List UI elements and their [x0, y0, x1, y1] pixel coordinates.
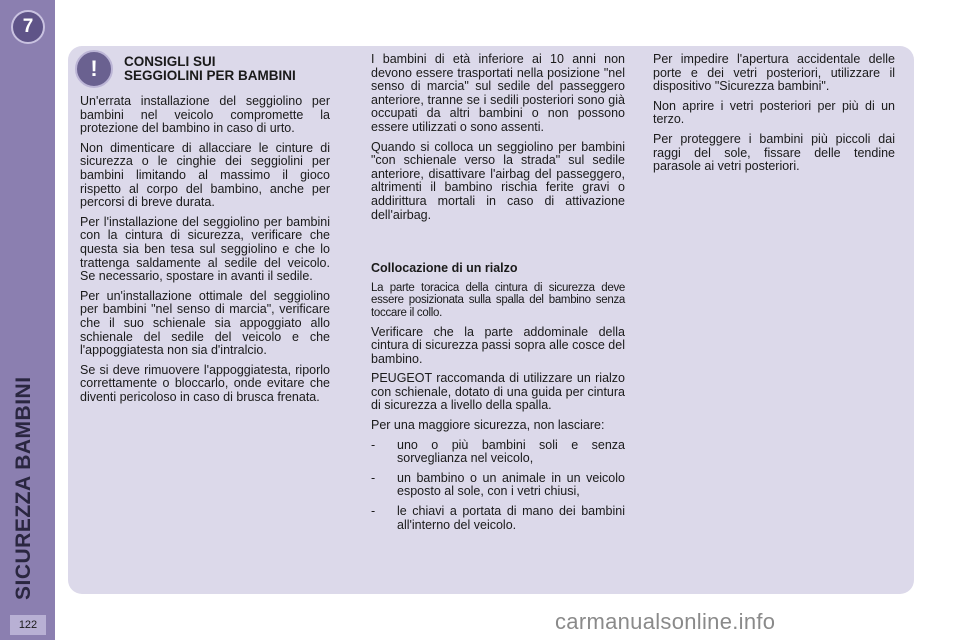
- paragraph: Un'errata installazione del seggiolino per bambini nel veicolo compromette la protezione del bambino in caso di urto.: [80, 94, 330, 136]
- list-item: - uno o più bambini soli e senza sorveglianza nel veicolo,: [371, 437, 625, 466]
- column-1: [80, 95, 330, 410]
- page-number: 122: [10, 615, 46, 635]
- paragraph: Per un'installazione ottimale del seggiolino per bambini "nel senso di marcia", verificare che il suo schienale sia appoggiato allo schienale del sedile del veicolo e che l'appoggiatesta non sia d'intralcio.: [80, 288, 330, 358]
- paragraph: Quando si colloca un seggiolino per bambini "con schienale verso la strada" sul sedile anteriore, disattivare l'airbag del passeggero, altrimenti il bambino rischia ferite gravi o addirittura mortali in caso di attivazione dell'airbag.: [371, 139, 625, 222]
- paragraph: Non dimenticare di allacciare le cinture di sicurezza o le cinghie dei seggiolini per bambini limitando al massimo il gioco rispetto al corpo del bambino, anche per percorsi di breve durata.: [80, 140, 330, 210]
- exclamation-warning-icon: !: [75, 50, 113, 88]
- heading-line-2: SEGGIOLINI PER BAMBINI: [124, 68, 296, 83]
- chapter-number-badge: [11, 10, 45, 44]
- column-3: [653, 53, 895, 180]
- paragraph: Verificare che la parte addominale della cintura di sicurezza passi sopra alle cosce del bambino.: [371, 324, 625, 366]
- section-title-text: SICUREZZA BAMBINI: [12, 376, 35, 600]
- paragraph: Non aprire i vetri posteriori per più di un terzo.: [653, 98, 895, 127]
- column-2: [371, 53, 625, 538]
- paragraph: PEUGEOT raccomanda di utilizzare un rialzo con schienale, dotato di una guida per cintura di sicurezza a livello della spalla.: [371, 371, 625, 413]
- paragraph: Per proteggere i bambini più piccoli dai raggi del sole, fissare delle tendine parasole ai vetri posteriori.: [653, 131, 895, 174]
- note-paragraph: La parte toracica della cintura di sicurezza deve essere posizionata sulla spalla del bambino senza toccare il collo.: [371, 281, 625, 319]
- heading-line-1: CONSIGLI SUI: [124, 54, 216, 69]
- paragraph: Per l'installazione del seggiolino per bambini con la cintura di sicurezza, verificare che questa sia ben tesa sul seggiolino e che lo trattenga saldamente al sedile del veicolo. Se necessario, spostare in avanti il sedile.: [80, 214, 330, 284]
- warning-list: [371, 439, 625, 533]
- paragraph: Se si deve rimuovere l'appoggiatesta, riporlo correttamente o bloccarlo, onde evitare che diventi pericoloso in caso di brusca frenata.: [80, 362, 330, 404]
- list-item: - un bambino o un animale in un veicolo esposto al sole, con i vetri chiusi,: [371, 470, 625, 499]
- list-item: - le chiavi a portata di mano dei bambini all'interno del veicolo.: [371, 504, 625, 532]
- paragraph: Per impedire l'apertura accidentale delle porte e dei vetri posteriori, utilizzare il dispositivo "Sicurezza bambini".: [653, 52, 895, 94]
- paragraph: I bambini di età inferiore ai 10 anni non devono essere trasportati nella posizione "nel senso di marcia" sul sedile del passeggero anteriore, tranne se i sedili posteriori sono già occupati da altri bambini o non possono essere utilizzati o sono assenti.: [371, 52, 625, 134]
- chapter-number: 7: [22, 16, 34, 37]
- section-heading: [124, 55, 334, 83]
- chapter-sidebar: [0, 0, 55, 640]
- paragraph: Per una maggiore sicurezza, non lasciare:: [371, 418, 605, 433]
- watermark: carmanualsonline.info: [555, 609, 776, 634]
- booster-seat-subheading: Collocazione di un rialzo: [371, 261, 518, 276]
